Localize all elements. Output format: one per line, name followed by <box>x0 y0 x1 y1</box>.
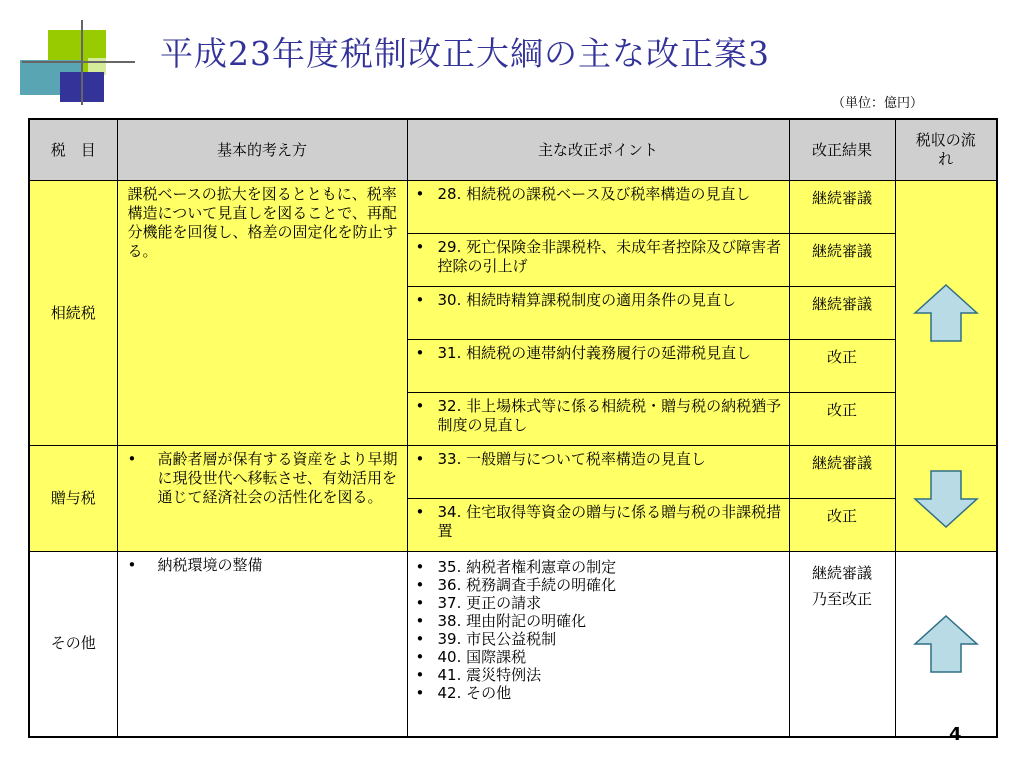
down-arrow-icon <box>913 469 979 529</box>
flow-cell <box>895 552 997 737</box>
item-cell: 相続税 <box>29 181 117 446</box>
page-title: 平成23年度税制改正大綱の主な改正案3 <box>160 34 770 73</box>
table-row <box>29 552 997 737</box>
point-cell: • 30. 相続時精算課税制度の適用条件の見直し <box>407 287 789 340</box>
logo-decoration <box>0 0 140 110</box>
page-number: 4 <box>949 724 962 745</box>
point-cell: • 34. 住宅取得等資金の贈与に係る贈与税の非課税措置 <box>407 499 789 552</box>
point-cell: • 29. 死亡保険金非課税枠、未成年者控除及び障害者控除の引上げ <box>407 234 789 287</box>
result-cell: 継続審議 <box>789 181 895 234</box>
result-cell: 改正 <box>789 393 895 446</box>
unit-label: （単位：億円） <box>832 96 924 111</box>
item-cell: 贈与税 <box>29 446 117 552</box>
basic-cell: • 高齢者層が保有する資産をより早期に現役世代へ移転させ、有効活用を通じて経済社会の活性化を図る。 <box>117 446 407 552</box>
list-item: 41. 震災特例法 <box>437 666 542 684</box>
list-item: 35. 納税者権利憲章の制定 <box>437 558 617 576</box>
header-flow: 税収の流れ <box>895 119 997 181</box>
up-arrow-icon <box>913 283 979 343</box>
list-item: 39. 市民公益税制 <box>437 630 557 648</box>
basic-cell: 課税ベースの拡大を図るとともに、税率構造について見直しを図ることで、再配分機能を回復し、格差の固定化を防止する。 <box>117 181 407 446</box>
table-row <box>29 181 997 234</box>
flow-cell <box>895 181 997 446</box>
point-cell: • 33. 一般贈与について税率構造の見直し <box>407 446 789 499</box>
flow-cell <box>895 446 997 552</box>
result-cell: 継続審議 乃至改正 <box>789 552 895 737</box>
list-item: 40. 国際課税 <box>437 648 527 666</box>
list-item: 37. 更正の請求 <box>437 594 542 612</box>
header-points: 主な改正ポイント <box>407 119 789 181</box>
header-result: 改正結果 <box>789 119 895 181</box>
result-cell: 改正 <box>789 499 895 552</box>
basic-cell: • 納税環境の整備 <box>117 552 407 737</box>
point-cell: • 28. 相続税の課税ベース及び税率構造の見直し <box>407 181 789 234</box>
list-item: 42. その他 <box>437 684 512 702</box>
header-row <box>29 119 997 181</box>
result-cell: 改正 <box>789 340 895 393</box>
header-basic: 基本的考え方 <box>117 119 407 181</box>
table-row <box>29 446 997 499</box>
list-item: 38. 理由附記の明確化 <box>437 612 587 630</box>
result-cell: 継続審議 <box>789 234 895 287</box>
result-cell: 継続審議 <box>789 446 895 499</box>
result-cell: 継続審議 <box>789 287 895 340</box>
item-cell: その他 <box>29 552 117 737</box>
point-cell: • 31. 相続税の連帯納付義務履行の延滞税見直し <box>407 340 789 393</box>
point-cell: • 35. 納税者権利憲章の制定 • 36. 税務調査手続の明確化 • 37. 更正の請求 • 38. 理由附記の明確化 • 39. 市民公益税制 • 40. 国際課税 • 41. 震災特例法 • 42. その他 <box>407 552 789 737</box>
point-cell: • 32. 非上場株式等に係る相続税・贈与税の納税猶予制度の見直し <box>407 393 789 446</box>
tax-reform-table <box>28 118 998 738</box>
list-item: 36. 税務調査手続の明確化 <box>437 576 617 594</box>
up-arrow-icon <box>913 614 979 674</box>
header-item: 税 目 <box>29 119 117 181</box>
